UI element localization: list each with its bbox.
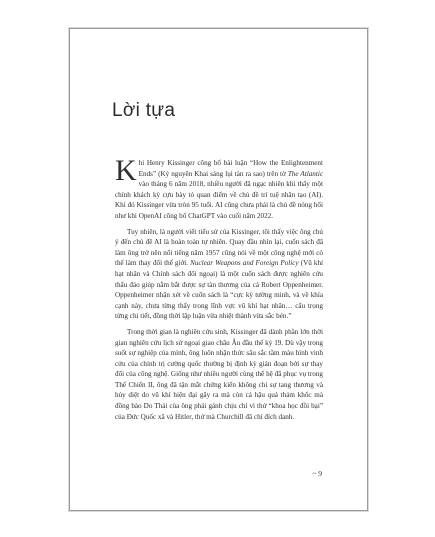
paragraph-2 <box>115 227 323 322</box>
body-text <box>115 154 324 422</box>
paragraph-1-part-a: hi Henry Kissinger công bố bài luận “How the Enlightenment Ends” (Kỷ nguyên Khai sáng lụi tàn ra sao) trên tờ <box>138 159 323 178</box>
book-page <box>69 28 368 511</box>
publication-title: The Atlantic <box>287 169 324 178</box>
paragraph-2-part-a: Tuy nhiên, là người viết tiểu sử của Kissinger, tôi thấy việc ông chú ý đến chủ đề AI là hoàn toàn tự nhiên. Quay đầu nhìn lại, cuốn sách đã làm ông trở nên nổi tiếng năm 1957 cũng nói về một công nghệ mới có thể làm thay đổi thế giới. <box>115 227 323 268</box>
paragraph-1 <box>115 154 324 222</box>
drop-cap: K <box>115 154 137 187</box>
paragraph-3: Trong thời gian là nghiên cứu sinh, Kissinger đã dành phần lớn thời gian nghiên cứu lịch sử ngoại giao châu Âu đầu thế kỷ 19. Dù vậy trong suốt sự nghiệp của mình, ông luôn nhận thức sâu sắc tầm màu hình vinh cửu của chính trị cường quốc thường bị định kỳ gián đoạn bởi sự thay đổi của công nghệ. Giống như nhiều người cùng thế hệ đã phục vụ trong Thế Chiến II, ông đã tận mắt chứng kiến không chỉ sự tang thương và hủy diệt do vũ khí hiện đại gây ra mà còn cả hậu quả thảm khốc mà đồng bào Do Thái của ông phải gánh chịu chỉ vì thứ “khoa học đồi bại” của Đức Quốc xã và Hitler, thứ mà Churchill đã chỉ đích danh. <box>115 327 323 421</box>
page-number: ~ 9 <box>312 469 322 478</box>
paragraph-1-part-b: vào tháng 6 năm 2018, nhiều người đã ngạc nhiên khi thấy một chính khách kỳ cựu bày tỏ quan điểm về chủ đề trí tuệ nhân tạo (AI). Khi đó Kissinger vừa tròn 95 tuổi. AI cũng chưa phải là chủ đề nóng hổi như khi OpenAI công bố ChatGPT vào cuối năm 2022. <box>115 180 323 220</box>
chapter-title: Lời tựa <box>112 100 176 121</box>
book-title: Nuclear Weapons and Foreign Policy <box>190 259 299 268</box>
paragraph-2-part-b: (Vũ khí hạt nhân và Chính sách đối ngoại) là một cuốn sách được nghiên cứu thấu đáo giúp nắm bắt được sự tàn thương của cả Robert Oppenheimer. Oppenheimer nhận xét về cuốn sách là “cực kỳ tường minh, và về khía cạnh này, chưa từng thấy trong lĩnh vực vũ khí hạt nhân… cẩu trọng từng chi tiết, đồng thời lập luận vừa nhiệt thành vừa sắc bén.” <box>115 259 323 321</box>
